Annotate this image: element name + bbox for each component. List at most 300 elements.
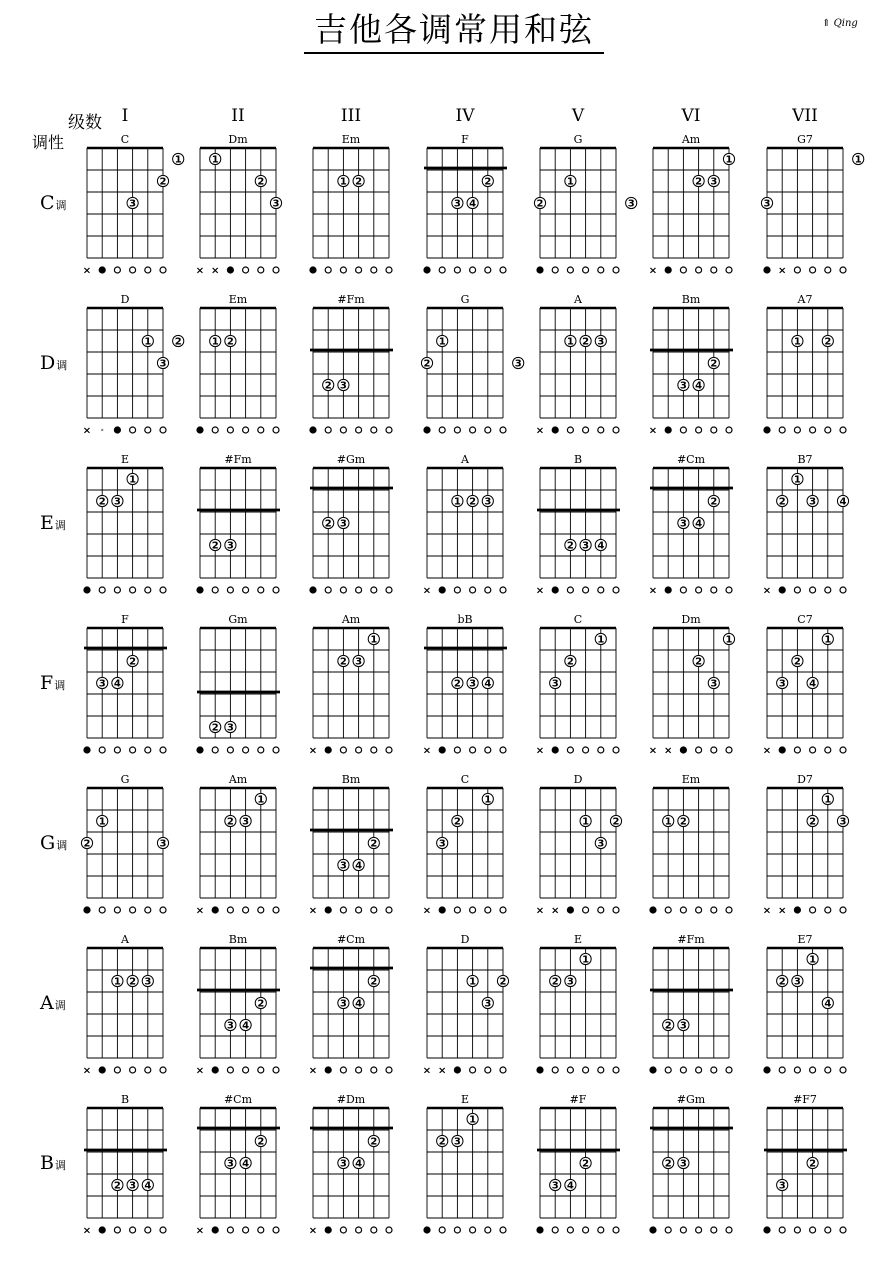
finger-number: 3 <box>679 1158 687 1170</box>
root-string-marker <box>310 427 316 433</box>
finger-number: 2 <box>370 1136 378 1148</box>
finger-number: 2 <box>551 976 559 988</box>
finger-number: 4 <box>484 678 492 690</box>
finger-dot <box>452 197 463 209</box>
key-letter: A <box>40 992 54 1014</box>
chord-name: Bm <box>341 773 361 786</box>
finger-number: 3 <box>453 1136 461 1148</box>
open-string-marker <box>145 587 151 593</box>
key-suffix: 调 <box>55 199 67 212</box>
finger-number: 2 <box>370 976 378 988</box>
chord-diagram-d-7 <box>764 293 846 433</box>
finger-dot <box>482 997 493 1009</box>
open-string-marker <box>258 747 264 753</box>
open-string-marker <box>726 427 732 433</box>
muted-string-marker: × <box>195 265 205 277</box>
chord-diagram-a-3 <box>309 933 393 1077</box>
chord-name: F <box>121 613 129 626</box>
open-string-marker <box>243 747 249 753</box>
finger-number: 1 <box>566 336 574 348</box>
open-string-marker <box>470 427 476 433</box>
open-string-marker <box>598 747 604 753</box>
finger-dot <box>534 197 545 209</box>
open-string-marker <box>500 587 506 593</box>
finger-dot <box>240 1157 251 1169</box>
open-string-marker <box>552 1227 558 1233</box>
open-string-marker <box>500 747 506 753</box>
finger-number: 2 <box>98 496 106 508</box>
finger-number: 4 <box>242 1158 250 1170</box>
root-string-marker <box>424 267 430 273</box>
muted-string-marker: × <box>422 1065 432 1077</box>
finger-dot <box>777 1179 788 1191</box>
finger-dot <box>97 495 108 507</box>
finger-number: 3 <box>679 1020 687 1032</box>
chord-diagram-a-6 <box>650 933 733 1073</box>
open-string-marker <box>726 907 732 913</box>
finger-dot <box>595 539 606 551</box>
root-string-marker <box>764 427 770 433</box>
finger-dot <box>580 335 591 347</box>
open-string-marker <box>356 267 362 273</box>
finger-dot <box>693 517 704 529</box>
open-string-marker <box>454 1227 460 1233</box>
open-string-marker <box>243 267 249 273</box>
open-string-marker <box>227 747 233 753</box>
finger-dot <box>173 335 184 347</box>
open-string-marker <box>485 747 491 753</box>
finger-dot <box>112 1179 123 1191</box>
open-string-marker <box>371 1227 377 1233</box>
chord-name: A7 <box>797 293 813 306</box>
finger-dot <box>225 1019 236 1031</box>
root-string-marker <box>197 747 203 753</box>
finger-dot <box>368 837 379 849</box>
finger-dot <box>723 633 734 645</box>
muted-string-marker: × <box>664 745 673 757</box>
root-string-marker <box>567 907 573 913</box>
chord-name: Gm <box>228 613 248 626</box>
open-string-marker <box>485 907 491 913</box>
open-string-marker <box>825 587 831 593</box>
finger-number: 3 <box>710 678 718 690</box>
chord-name: Em <box>681 773 701 786</box>
finger-dot <box>807 677 818 689</box>
chord-diagram-c-4 <box>424 133 507 273</box>
open-string-marker <box>613 907 619 913</box>
root-string-marker <box>665 267 671 273</box>
open-string-marker <box>371 267 377 273</box>
open-string-marker <box>340 427 346 433</box>
chord-name: G <box>460 293 470 306</box>
open-string-marker <box>779 1227 785 1233</box>
key-letter: D <box>40 352 56 374</box>
chord-name: B <box>120 1093 130 1106</box>
finger-number: 2 <box>612 816 620 828</box>
chord-diagram-b-6 <box>650 1093 733 1233</box>
finger-number: 3 <box>627 198 635 210</box>
open-string-marker <box>130 1067 136 1073</box>
finger-dot <box>225 721 236 733</box>
chord-name: E <box>573 933 583 946</box>
finger-number: 3 <box>597 838 605 850</box>
chord-name: #F7 <box>793 1093 817 1106</box>
finger-number: 2 <box>664 1158 672 1170</box>
open-string-marker <box>130 267 136 273</box>
chord-diagram-d-4 <box>421 293 523 433</box>
finger-dot <box>210 721 221 733</box>
open-string-marker <box>696 427 702 433</box>
finger-number: 2 <box>370 838 378 850</box>
finger-number: 2 <box>324 380 332 392</box>
open-string-marker <box>258 427 264 433</box>
finger-dot <box>210 153 221 165</box>
open-string-marker <box>114 907 120 913</box>
finger-number: 1 <box>725 154 733 166</box>
finger-number: 3 <box>339 518 347 530</box>
open-string-marker <box>212 747 218 753</box>
chord-diagram-g-7 <box>763 773 849 917</box>
root-string-marker <box>84 907 90 913</box>
open-string-marker <box>711 267 717 273</box>
finger-dot <box>482 677 493 689</box>
open-string-marker <box>258 1067 264 1073</box>
finger-dot <box>693 175 704 187</box>
chord-diagram-c-5 <box>534 133 636 273</box>
finger-dot <box>678 1019 689 1031</box>
finger-number: 2 <box>778 496 786 508</box>
finger-dot <box>225 1157 236 1169</box>
chord-diagram-a-4 <box>423 933 509 1077</box>
open-string-marker <box>794 427 800 433</box>
finger-number: 2 <box>211 540 219 552</box>
open-string-marker <box>356 427 362 433</box>
chord-diagram-c-1 <box>83 133 184 277</box>
open-string-marker <box>810 267 816 273</box>
finger-number: 2 <box>159 176 167 188</box>
finger-dot <box>225 539 236 551</box>
degree-label-5: V <box>571 106 585 126</box>
finger-dot <box>368 633 379 645</box>
open-string-marker <box>696 1067 702 1073</box>
finger-number: 2 <box>582 1158 590 1170</box>
chord-name: E7 <box>797 933 813 946</box>
finger-dot <box>807 953 818 965</box>
open-string-marker <box>227 907 233 913</box>
muted-string-marker: × <box>535 905 545 917</box>
open-string-marker <box>356 1067 362 1073</box>
open-string-marker <box>340 267 346 273</box>
finger-dot <box>157 357 168 369</box>
open-string-marker <box>583 1067 589 1073</box>
chord-diagram-a-2 <box>196 933 280 1077</box>
finger-dot <box>792 975 803 987</box>
finger-dot <box>157 837 168 849</box>
finger-number: 3 <box>778 1180 786 1192</box>
finger-number: 2 <box>809 1158 817 1170</box>
finger-number: 3 <box>159 838 167 850</box>
finger-number: 2 <box>355 176 363 188</box>
finger-number: 1 <box>664 816 672 828</box>
open-string-marker <box>598 1227 604 1233</box>
chord-diagram-a-7 <box>764 933 846 1073</box>
chord-diagram-g-1 <box>81 773 168 913</box>
open-string-marker <box>598 587 604 593</box>
finger-dot <box>678 517 689 529</box>
finger-dot <box>255 997 266 1009</box>
open-string-marker <box>273 1067 279 1073</box>
chord-diagram-e-2 <box>197 453 280 593</box>
open-string-marker <box>613 1067 619 1073</box>
open-string-marker <box>99 907 105 913</box>
root-string-marker <box>650 1227 656 1233</box>
finger-dot <box>822 335 833 347</box>
open-string-marker <box>470 1227 476 1233</box>
finger-number: 3 <box>453 198 461 210</box>
finger-dot <box>853 153 864 165</box>
open-string-marker <box>273 267 279 273</box>
finger-number: 2 <box>566 540 574 552</box>
open-string-marker <box>160 267 166 273</box>
open-string-marker <box>567 267 573 273</box>
open-string-marker <box>227 427 233 433</box>
key-letter: C <box>40 192 55 214</box>
root-string-marker <box>424 1227 430 1233</box>
open-string-marker <box>726 1227 732 1233</box>
chord-name: D <box>460 933 470 946</box>
finger-number: 2 <box>257 998 265 1010</box>
finger-number: 3 <box>355 656 363 668</box>
finger-number: 4 <box>839 496 847 508</box>
chord-name: A <box>121 933 129 946</box>
open-string-marker <box>258 587 264 593</box>
open-string-marker <box>825 907 831 913</box>
finger-dot <box>368 1135 379 1147</box>
open-string-marker <box>371 1067 377 1073</box>
muted-string-marker: × <box>195 1065 205 1077</box>
muted-string-marker: × <box>535 585 545 597</box>
chord-diagram-g-6 <box>650 773 732 913</box>
chord-diagram-f-5 <box>536 613 619 757</box>
open-string-marker <box>227 587 233 593</box>
open-string-marker <box>726 587 732 593</box>
finger-dot <box>777 677 788 689</box>
root-string-marker <box>99 267 105 273</box>
open-string-marker <box>258 267 264 273</box>
open-string-marker <box>726 1067 732 1073</box>
chord-name: #Gm <box>676 1093 706 1106</box>
muted-string-marker: × <box>762 585 772 597</box>
open-string-marker <box>130 907 136 913</box>
finger-number: 4 <box>144 1180 152 1192</box>
finger-dot <box>338 517 349 529</box>
finger-dot <box>97 815 108 827</box>
root-string-marker <box>227 267 233 273</box>
chord-name: C <box>460 773 470 786</box>
open-string-marker <box>273 747 279 753</box>
finger-dot <box>338 1157 349 1169</box>
chord-name: A <box>461 453 469 466</box>
finger-dot <box>112 975 123 987</box>
chord-diagram-b-2 <box>196 1093 280 1237</box>
chord-diagram-f-4 <box>423 613 507 757</box>
finger-dot <box>467 197 478 209</box>
muted-string-marker: × <box>648 425 658 437</box>
muted-string-marker: × <box>82 425 92 437</box>
open-string-marker <box>810 1067 816 1073</box>
finger-dot <box>323 517 334 529</box>
open-string-marker <box>454 267 460 273</box>
finger-dot <box>467 1113 478 1125</box>
finger-number: 3 <box>438 838 446 850</box>
open-string-marker <box>130 427 136 433</box>
root-string-marker <box>99 1227 105 1233</box>
open-string-marker <box>386 907 392 913</box>
finger-number: 2 <box>809 816 817 828</box>
finger-number: 3 <box>339 1158 347 1170</box>
open-string-marker <box>114 747 120 753</box>
chord-name: G <box>120 773 130 786</box>
open-string-marker <box>598 427 604 433</box>
chord-name: G7 <box>797 133 813 146</box>
muted-string-marker: × <box>308 745 318 757</box>
root-string-marker <box>552 427 558 433</box>
degree-label-4: IV <box>455 106 475 126</box>
root-string-marker <box>650 1067 656 1073</box>
chord-diagram-e-5 <box>536 453 620 597</box>
finger-number: 1 <box>211 336 219 348</box>
finger-dot <box>482 495 493 507</box>
open-string-marker <box>567 587 573 593</box>
open-string-marker <box>583 907 589 913</box>
finger-number: 3 <box>582 540 590 552</box>
chord-name: #Cm <box>336 933 366 946</box>
chord-name: G <box>573 133 583 146</box>
finger-dot <box>708 495 719 507</box>
open-string-marker <box>99 587 105 593</box>
finger-number: 1 <box>438 336 446 348</box>
finger-dot <box>127 473 138 485</box>
finger-dot <box>225 815 236 827</box>
muted-string-marker: × <box>195 1225 205 1237</box>
chord-name: Em <box>228 293 248 306</box>
open-string-marker <box>470 907 476 913</box>
open-string-marker <box>680 267 686 273</box>
finger-dot <box>127 197 138 209</box>
degree-label-3: III <box>340 106 362 126</box>
chord-diagram-b-3 <box>309 1093 393 1237</box>
chord-diagram-c-6 <box>649 133 735 277</box>
open-string-marker <box>243 1227 249 1233</box>
finger-dot <box>255 1135 266 1147</box>
open-string-marker <box>825 427 831 433</box>
finger-number: 3 <box>129 198 137 210</box>
open-string-marker <box>160 907 166 913</box>
open-string-marker <box>794 267 800 273</box>
finger-dot <box>610 815 621 827</box>
open-string-marker <box>130 1227 136 1233</box>
finger-dot <box>482 175 493 187</box>
finger-dot <box>837 815 848 827</box>
key-letter: B <box>40 1152 54 1174</box>
open-string-marker <box>356 1227 362 1233</box>
open-string-marker <box>99 747 105 753</box>
finger-dot <box>580 539 591 551</box>
finger-number: 2 <box>499 976 507 988</box>
finger-number: 3 <box>226 1020 234 1032</box>
open-string-marker <box>680 1067 686 1073</box>
author-signature: ⇑ Qing <box>822 18 858 29</box>
chord-diagram-c-7 <box>761 133 863 277</box>
finger-dot <box>565 1179 576 1191</box>
open-string-marker <box>840 1067 846 1073</box>
root-string-marker <box>439 747 445 753</box>
finger-number: 2 <box>129 656 137 668</box>
open-string-marker <box>680 427 686 433</box>
open-string-marker <box>273 427 279 433</box>
finger-dot <box>437 837 448 849</box>
open-string-marker <box>145 1227 151 1233</box>
finger-number: 3 <box>839 816 847 828</box>
finger-dot <box>173 153 184 165</box>
finger-number: 3 <box>778 678 786 690</box>
finger-dot <box>81 837 92 849</box>
open-string-marker <box>114 587 120 593</box>
open-string-marker <box>439 1227 445 1233</box>
degree-header-label: 级数 <box>68 113 102 133</box>
finger-number: 1 <box>469 1114 477 1126</box>
chord-diagram-a-5 <box>537 933 619 1073</box>
open-string-marker <box>840 267 846 273</box>
open-string-marker <box>485 1227 491 1233</box>
root-string-marker <box>794 907 800 913</box>
finger-dot <box>663 1019 674 1031</box>
finger-dot <box>807 495 818 507</box>
finger-dot <box>338 859 349 871</box>
root-string-marker <box>779 747 785 753</box>
root-string-marker <box>424 427 430 433</box>
finger-dot <box>822 793 833 805</box>
finger-dot <box>807 1157 818 1169</box>
finger-dot <box>353 1157 364 1169</box>
finger-dot <box>452 1135 463 1147</box>
open-string-marker <box>356 587 362 593</box>
finger-dot <box>580 953 591 965</box>
open-string-marker <box>470 747 476 753</box>
finger-number: 3 <box>226 1158 234 1170</box>
finger-dot <box>565 335 576 347</box>
finger-dot <box>127 975 138 987</box>
open-string-marker <box>613 267 619 273</box>
finger-dot <box>270 197 281 209</box>
key-suffix: 调 <box>54 1159 66 1172</box>
chord-diagram-a-1 <box>83 933 166 1077</box>
finger-dot <box>210 335 221 347</box>
finger-number: 4 <box>242 1020 250 1032</box>
finger-number: 3 <box>226 540 234 552</box>
finger-dot <box>513 357 524 369</box>
open-string-marker <box>598 267 604 273</box>
finger-dot <box>708 175 719 187</box>
finger-number: 3 <box>551 1180 559 1192</box>
finger-dot <box>112 677 123 689</box>
finger-number: 1 <box>793 336 801 348</box>
chord-diagram-f-1 <box>84 613 167 753</box>
muted-string-marker: × <box>535 425 545 437</box>
chord-name: bB <box>457 613 473 626</box>
finger-dot <box>225 335 236 347</box>
finger-dot <box>678 815 689 827</box>
